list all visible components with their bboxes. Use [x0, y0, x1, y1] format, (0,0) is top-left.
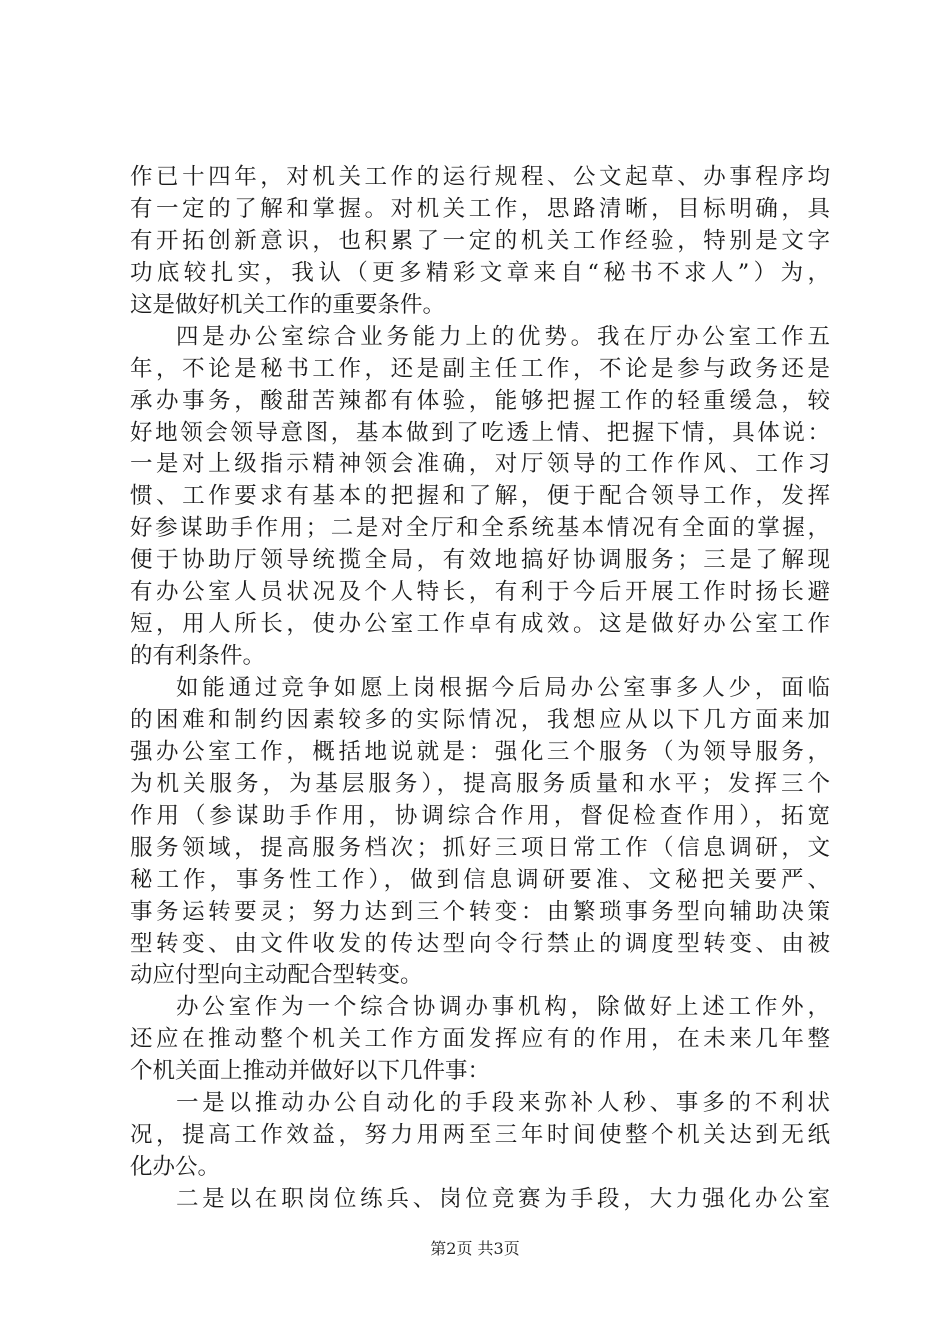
text-line: 好地领会领导意图，基本做到了吃透上情、把握下情，具体说： [130, 419, 830, 446]
text-line: 这是做好机关工作的重要条件。 [130, 291, 446, 318]
text-line: 有开拓创新意识，也积累了一定的机关工作经验，特别是文字 [130, 227, 830, 254]
text-line: 作用（参谋助手作用，协调综合作用，督促检查作用），拓宽 [130, 802, 830, 829]
text-line: 如能通过竞争如愿上岗根据今后局办公室事多人少，面临 [176, 675, 830, 701]
text-line: 有一定的了解和掌握。对机关工作，思路清晰，目标明确，具 [130, 195, 830, 222]
text-line: 短，用人所长，使办公室工作卓有成效。这是做好办公室工作 [130, 611, 830, 638]
text-line: 的困难和制约因素较多的实际情况，我想应从以下几方面来加 [130, 706, 830, 733]
text-line: 二是以在职岗位练兵、岗位竞赛为手段，大力强化办公室 [176, 1186, 830, 1212]
text-line: 年，不论是秘书工作，还是副主任工作，不论是参与政务还是 [130, 355, 830, 382]
text-line: 的有利条件。 [130, 643, 266, 670]
text-line: 动应付型向主动配合型转变。 [130, 962, 423, 989]
text-line: 个机关面上推动并做好以下几件事： [130, 1058, 491, 1085]
text-line: 服务领域，提高服务档次；抓好三项日常工作（信息调研，文 [130, 834, 830, 861]
text-line: 化办公。 [130, 1154, 221, 1181]
text-line: 办公室作为一个综合协调办事机构，除做好上述工作外， [176, 994, 830, 1021]
text-line: 有办公室人员状况及个人特长，有利于今后开展工作时扬长避 [130, 579, 830, 606]
text-line: 为机关服务，为基层服务），提高服务质量和水平；发挥三个 [130, 770, 830, 797]
text-line: 承办事务，酸甜苦辣都有体验，能够把握工作的轻重缓急，较 [130, 387, 830, 414]
text-line: 型转变、由文件收发的传达型向令行禁止的调度型转变、由被 [130, 930, 830, 957]
text-line: 况，提高工作效益，努力用两至三年时间使整个机关达到无纸 [130, 1122, 830, 1149]
text-line: 作已十四年，对机关工作的运行规程、公文起草、办事程序均 [130, 164, 830, 190]
document-body [130, 162, 830, 1216]
text-line: 便于协助厅领导统揽全局，有效地搞好协调服务；三是了解现 [130, 547, 830, 574]
text-line: 秘工作，事务性工作），做到信息调研要准、文秘把关要严、 [130, 866, 830, 893]
text-line: 一是对上级指示精神领会准确，对厅领导的工作作风、工作习 [130, 451, 830, 478]
text-line: 四是办公室综合业务能力上的优势。我在厅办公室工作五 [176, 323, 830, 350]
text-line: 功底较扎实，我认（更多精彩文章来自“秘书不求人”）为， [130, 259, 830, 286]
page-number-footer: 第2页 共3页 [430, 1239, 520, 1258]
text-line: 事务运转要灵；努力达到三个转变：由繁琐事务型向辅助决策 [130, 898, 830, 925]
text-line: 强办公室工作，概括地说就是：强化三个服务（为领导服务， [130, 738, 830, 765]
text-line: 一是以推动办公自动化的手段来弥补人秒、事多的不利状 [176, 1090, 830, 1117]
text-line: 好参谋助手作用；二是对全厅和全系统基本情况有全面的掌握， [130, 515, 830, 542]
text-line: 还应在推动整个机关工作方面发挥应有的作用，在未来几年整 [130, 1026, 830, 1053]
text-line: 惯、工作要求有基本的把握和了解，便于配合领导工作，发挥 [130, 483, 830, 510]
